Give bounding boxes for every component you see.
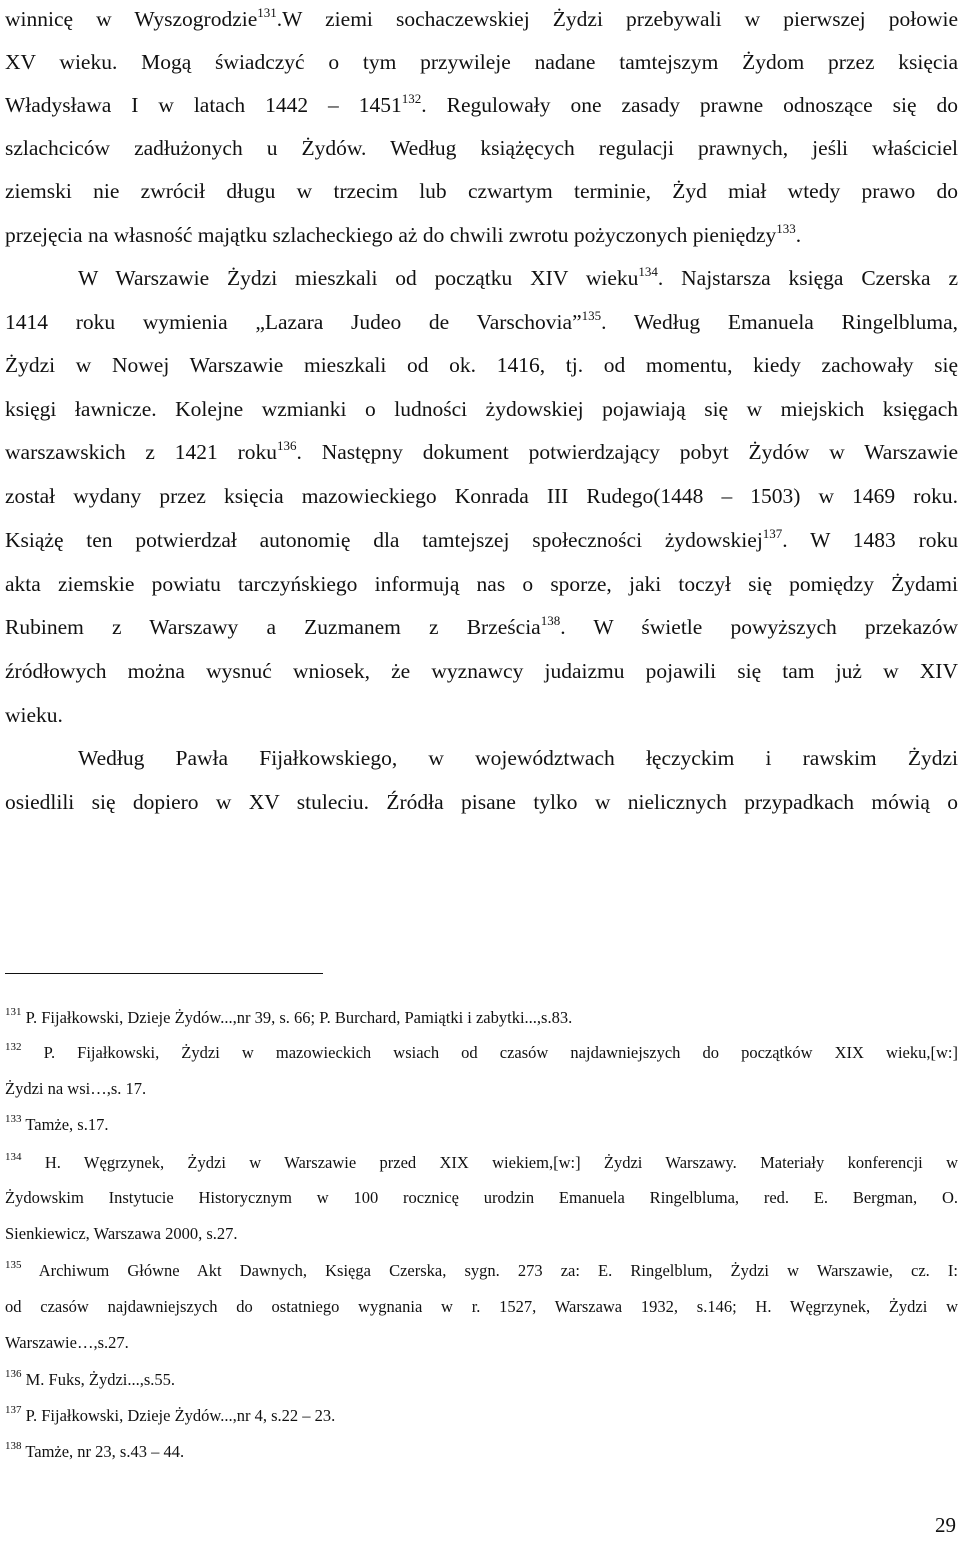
- footnote: $^{131}$ P. Fijałkowski, Dzieje Żydów...,nr 39, s. 66; P. Burchard, Pamiątki i zabytki...,s.83.: [5, 1006, 573, 1027]
- body-line: Żydzi w Nowej Warszawie mieszkali od ok. 1416, tj. od momentu, kiedy zachowały się: [5, 353, 958, 377]
- body-line: szlachciców zadłużonych u Żydów. Według książęcych regulacji prawnych, jeśli właściciel: [5, 136, 958, 160]
- body-line: Rubinem z Warszawy a Zuzmanem z Brześcia$^{138}$. W świetle powyższych przekazów: [5, 613, 959, 639]
- footnote-ref[interactable]: 133: [776, 221, 796, 236]
- footnote-ref[interactable]: 137: [762, 526, 783, 541]
- footnote: od czasów najdawniejszych do ostatniego wygnania w r. 1527, Warszawa 1932, s.146; H. Węgrzynek, Żydzi w: [5, 1297, 958, 1316]
- body-line: W Warszawie Żydzi mieszkali od początku XIV wieku$^{134}$. Najstarsza księga Czerska z: [78, 264, 958, 290]
- body-line: XV wieku. Mogą świadczyć o tym przywileje nadane tamtejszym Żydom przez księcia: [5, 50, 958, 74]
- body-line: źródłowych można wysnuć wniosek, że wyznawcy judaizmu pojawili się tam już w XIV: [5, 659, 958, 683]
- body-line: Władysława I w latach 1442 – 1451$^{132}$. Regulowały one zasady prawne odnoszące się do: [5, 91, 958, 117]
- body-line: Książę ten potwierdzał autonomię dla tamtejszej społeczności żydowskiej$^{137}$. W 1483 roku: [5, 526, 958, 552]
- footnote: Warszawie…,s.27.: [5, 1333, 129, 1352]
- footnote-ref[interactable]: 131: [257, 5, 277, 20]
- body-line: przejęcia na własność majątku szlacheckiego aż do chwili zwrotu pożyczonych pieniędzy$^{133}$.: [5, 221, 802, 247]
- footnote: $^{135}$ Archiwum Główne Akt Dawnych, Księga Czerska, sygn. 273 za: E. Ringelblum, Żydzi w Warszawie, cz. I:: [5, 1259, 958, 1280]
- body-line: 1414 roku wymienia „Lazara Judeo de Varschovia”$^{135}$. Według Emanuela Ringelbluma,: [5, 308, 958, 334]
- footnote: $^{138}$ Tamże, nr 23, s.43 – 44.: [5, 1440, 185, 1461]
- body-line: warszawskich z 1421 roku$^{136}$. Następny dokument potwierdzający pobyt Żydów w Warszawie: [5, 438, 958, 464]
- footnote-separator: [5, 973, 323, 974]
- footnote: $^{136}$ M. Fuks, Żydzi...,s.55.: [5, 1368, 176, 1389]
- footnote: Żydowskim Instytucie Historycznym w 100 rocznicę urodzin Emanuela Ringelbluma, red. E. Bergman, O.: [5, 1188, 958, 1207]
- body-line: osiedlili się dopiero w XV stuleciu. Źródła pisane tylko w nielicznych przypadkach mówią o: [5, 790, 958, 814]
- body-line: ziemski nie zwrócił długu w trzecim lub czwartym terminie, Żyd miał wtedy prawo do: [5, 179, 958, 203]
- footnote: $^{137}$ P. Fijałkowski, Dzieje Żydów...,nr 4, s.22 – 23.: [5, 1404, 336, 1425]
- body-line: winnicę w Wyszogrodzie$^{131}$.W ziemi sochaczewskiej Żydzi przebywali w pierwszej połowie: [5, 5, 958, 31]
- body-line: księgi ławnicze. Kolejne wzmianki o ludności żydowskiej pojawiają się w miejskich księgach: [5, 397, 958, 421]
- body-line: wieku.: [5, 703, 63, 727]
- footnote: Sienkiewicz, Warszawa 2000, s.27.: [5, 1224, 238, 1243]
- footnote-ref[interactable]: 135: [581, 308, 602, 323]
- body-line: został wydany przez księcia mazowieckiego Konrada III Rudego(1448 – 1503) w 1469 roku.: [5, 484, 958, 508]
- footnote: $^{132}$ P. Fijałkowski, Żydzi w mazowieckich wsiach od czasów najdawniejszych do początków XIX wieku,[w:]: [5, 1041, 958, 1062]
- body-line: Według Pawła Fijałkowskiego, w województwach łęczyckim i rawskim Żydzi: [78, 746, 958, 770]
- footnote: Żydzi na wsi…,s. 17.: [5, 1079, 147, 1098]
- footnote: $^{134}$ H. Węgrzynek, Żydzi w Warszawie przed XIX wiekiem,[w:] Żydzi Warszawy. Materiały konferencji w: [5, 1151, 958, 1172]
- page-number: 29: [935, 1513, 956, 1537]
- footnote: $^{133}$ Tamże, s.17.: [5, 1113, 109, 1134]
- body-line: akta ziemskie powiatu tarczyńskiego informują nas o sporze, jaki toczył się pomiędzy Żydami: [5, 572, 958, 596]
- footnote-ref[interactable]: 136: [277, 438, 297, 453]
- footnote-ref[interactable]: 132: [401, 91, 422, 106]
- footnote-ref[interactable]: 138: [540, 613, 561, 628]
- footnote-ref[interactable]: 134: [638, 264, 658, 279]
